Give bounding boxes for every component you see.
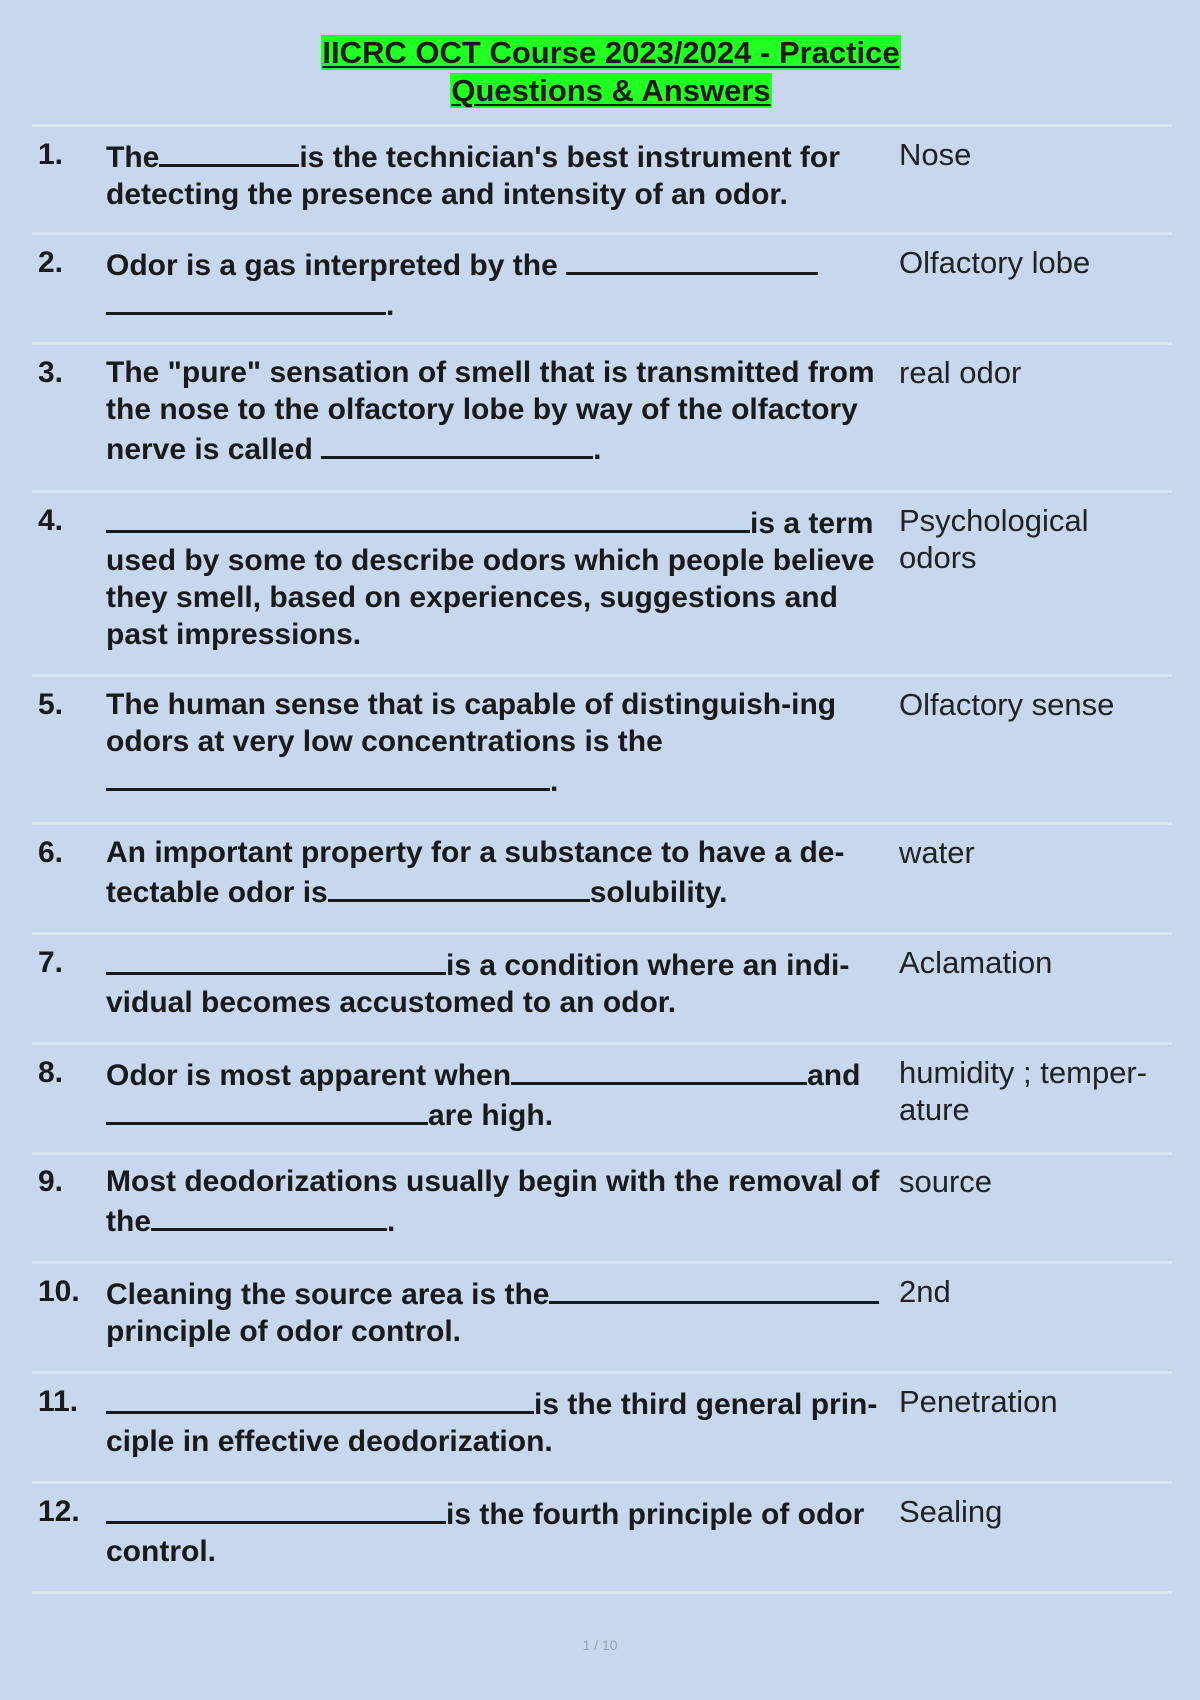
answer-text: Psychological odors	[899, 503, 1089, 575]
question-number: 2.	[38, 246, 64, 279]
answer-blank	[106, 944, 446, 975]
answer-text: Aclamation	[899, 945, 1053, 980]
separator	[32, 1481, 1172, 1484]
question-text: is a term used by some to describe odors which people believe they smell, based on experiences, suggestions and past impressions.	[106, 502, 886, 653]
answer-blank	[106, 760, 550, 791]
answer-blank	[159, 136, 299, 167]
separator	[32, 1591, 1172, 1594]
separator	[32, 1152, 1172, 1155]
question-number: 1.	[38, 138, 64, 171]
question-number: 6.	[38, 836, 64, 869]
question-text: An important property for a substance to have a de-tectable odor is solubility.	[106, 836, 845, 909]
title-line-2: Questions & Answers	[451, 73, 771, 108]
question-text: Odor is a gas interpreted by the .	[106, 244, 886, 324]
answer-text: source	[899, 1164, 993, 1199]
question-text: The human sense that is capable of distinguish-ing odors at very low concentrations is the .	[106, 688, 837, 798]
question-number: 9.	[38, 1165, 64, 1198]
separator	[32, 1261, 1172, 1264]
answer-blank	[106, 284, 386, 315]
question-number: 8.	[38, 1056, 64, 1089]
question-number: 3.	[38, 356, 64, 389]
question-number: 7.	[38, 946, 64, 979]
answer-blank	[151, 1200, 387, 1231]
question-text: Cleaning the source area is the principle of odor control.	[106, 1273, 886, 1350]
answer-text: humidity ; temper-ature	[899, 1055, 1148, 1127]
separator	[32, 1371, 1172, 1374]
question-text: is the fourth principle of odor control.	[106, 1493, 886, 1570]
answer-blank	[321, 428, 593, 459]
answer-text: Olfactory lobe	[899, 245, 1091, 280]
question-text: Odor is most apparent when and are high.	[106, 1054, 886, 1134]
separator	[32, 674, 1172, 677]
separator	[32, 490, 1172, 493]
question-text: Most deodorizations usually begin with the removal of the .	[106, 1165, 880, 1238]
question-number: 4.	[38, 504, 64, 537]
question-text: is the third general prin-ciple in effective deodorization.	[106, 1383, 886, 1460]
question-text: The "pure" sensation of smell that is transmitted from the nose to the olfactory lobe by way of the olfactory nerve is called .	[106, 356, 875, 466]
answer-blank	[328, 871, 590, 902]
question-number: 12.	[38, 1495, 80, 1528]
answer-text: Penetration	[899, 1384, 1058, 1419]
answer-blank	[106, 1094, 428, 1125]
separator	[32, 822, 1172, 825]
separator	[32, 932, 1172, 935]
answer-blank	[106, 502, 750, 533]
question-text: The is the technician's best instrument for detecting the presence and intensity of an odor.	[106, 136, 886, 213]
answer-text: real odor	[899, 355, 1022, 390]
question-number: 11.	[38, 1385, 79, 1418]
answer-text: Sealing	[899, 1494, 1003, 1529]
question-number: 5.	[38, 688, 64, 721]
answer-text: water	[899, 835, 975, 870]
answer-blank	[549, 1273, 879, 1304]
answer-blank	[566, 244, 818, 275]
question-text: is a condition where an indi-vidual becomes accustomed to an odor.	[106, 944, 886, 1021]
document-title	[0, 34, 1200, 110]
separator	[32, 232, 1172, 235]
answer-blank	[511, 1054, 807, 1085]
separator	[32, 124, 1172, 127]
answer-blank	[106, 1383, 534, 1414]
question-number: 10.	[38, 1275, 80, 1308]
separator	[32, 1042, 1172, 1045]
answer-text: Olfactory sense	[899, 687, 1115, 722]
answer-text: Nose	[899, 137, 972, 172]
answer-text: 2nd	[899, 1274, 951, 1309]
page-indicator: 1 / 10	[582, 1637, 618, 1653]
separator	[32, 342, 1172, 345]
title-line-1: IICRC OCT Course 2023/2024 - Practice	[322, 35, 900, 70]
answer-blank	[106, 1493, 446, 1524]
